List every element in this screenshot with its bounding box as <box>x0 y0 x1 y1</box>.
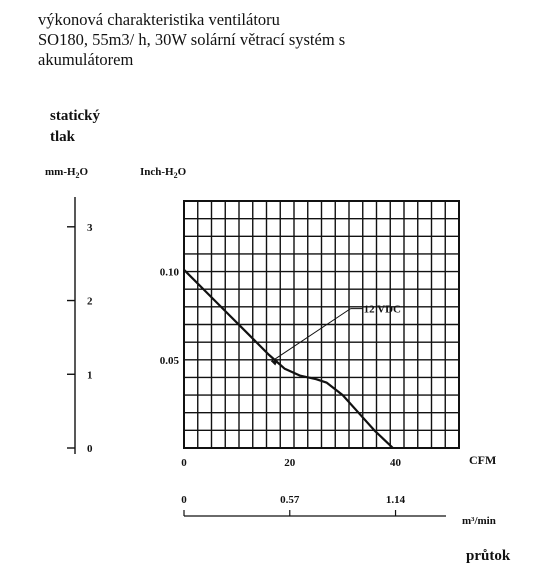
y-right-unit: Inch-$H_2O$ <box>140 166 187 180</box>
grid <box>184 201 459 448</box>
x-unit-top: CFM <box>469 453 497 467</box>
x-tick-label-cfm: 20 <box>284 457 296 469</box>
x-secondary-tick-label: 1.14 <box>385 494 406 506</box>
axes <box>67 197 446 516</box>
ylabel-line-1: statický <box>50 108 100 124</box>
unit-subscript: 2 <box>75 171 80 180</box>
labels-layer <box>45 108 511 564</box>
y-left-tick-label: 0 <box>87 443 93 455</box>
y-left-tick-label: 2 <box>87 295 93 308</box>
unit-subscript: 2 <box>173 171 178 180</box>
title-line-2: SO180, 55m3/ h, 30W solární větrací systém s <box>38 30 346 49</box>
x-unit-bottom: m³/min <box>462 515 496 527</box>
x-tick-label-cfm: 0 <box>181 457 187 469</box>
series-line-12vdc <box>184 270 393 448</box>
unit-suffix: O <box>177 166 187 178</box>
series-layer <box>184 270 393 448</box>
xlabel: průtok <box>466 548 511 564</box>
title-line-3: akumulátorem <box>38 50 134 69</box>
x-secondary-tick-label: 0 <box>181 494 187 506</box>
y-left-unit: $mm-H_2O$ <box>45 166 89 180</box>
annotation-label: 12 VDC <box>363 303 401 316</box>
y-left-tick-label: 3 <box>87 221 93 234</box>
y-right-tick-label: 0.05 <box>159 354 179 367</box>
annotation-leader <box>271 309 350 362</box>
y-right-tick-label: 0.10 <box>159 266 179 279</box>
ylabel-line-2: tlak <box>50 129 76 145</box>
x-tick-label-cfm: 40 <box>390 457 402 469</box>
x-secondary-tick-label: 0.57 <box>280 494 300 506</box>
y-left-tick-label: 1 <box>87 369 93 382</box>
title-line-1: výkonová charakteristika ventilátoru <box>38 10 280 29</box>
unit-suffix: O <box>79 166 89 178</box>
